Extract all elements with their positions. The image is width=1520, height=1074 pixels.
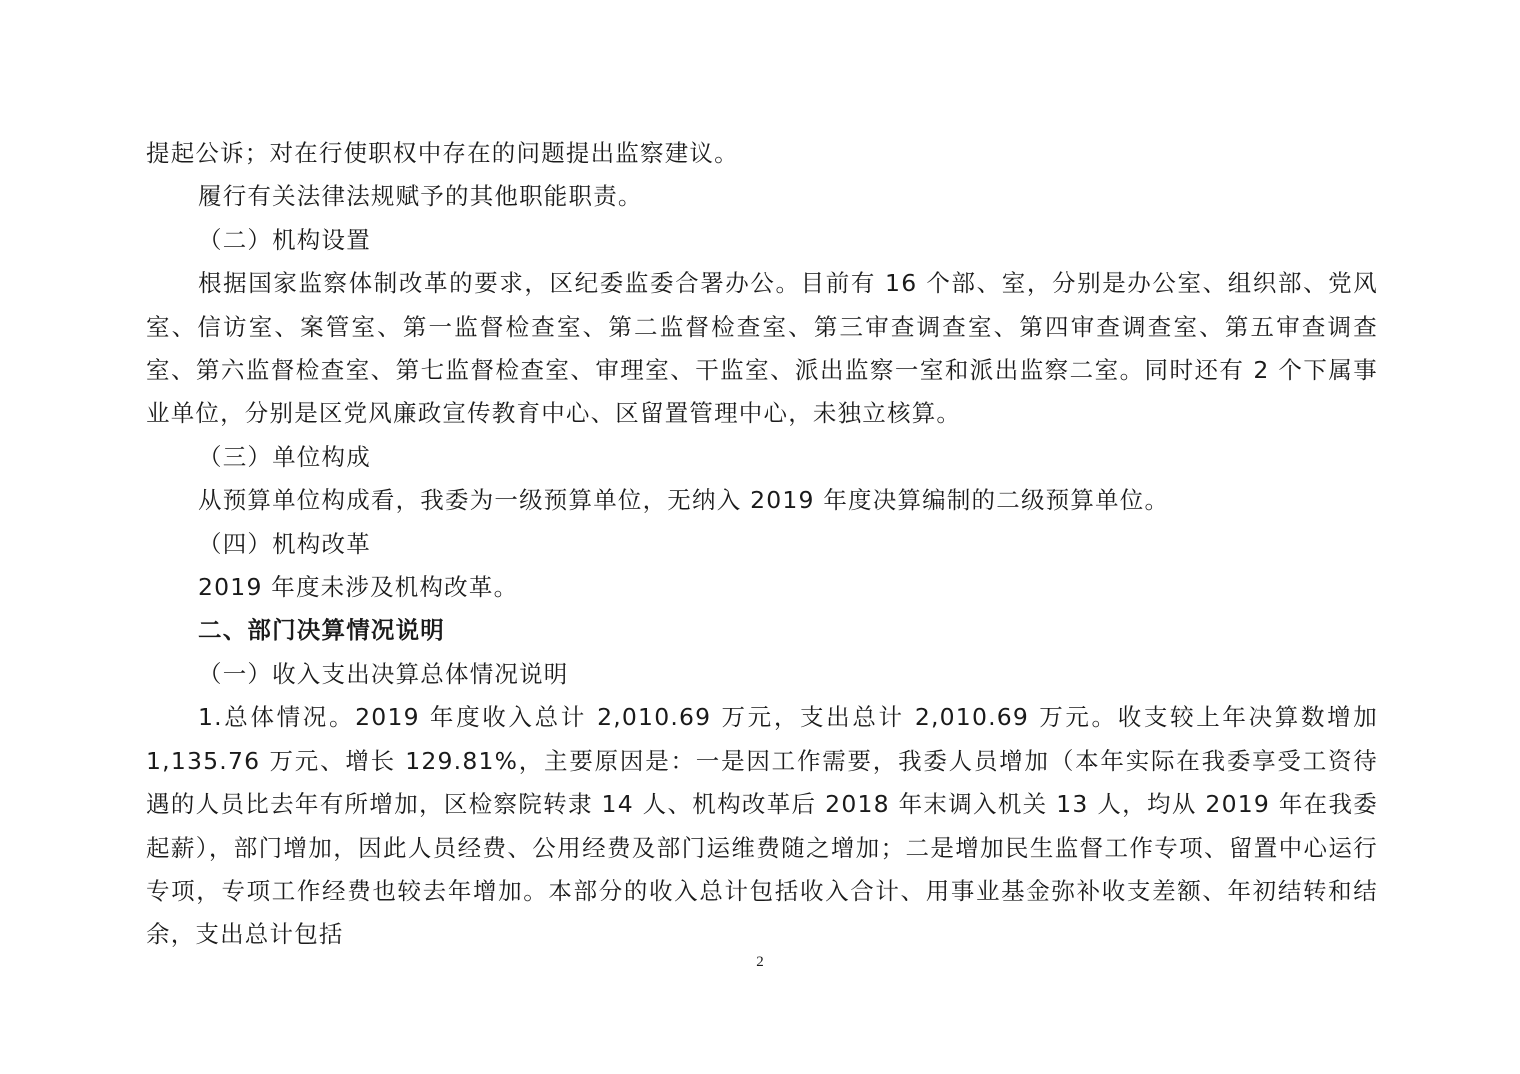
paragraph-overall-situation: 1.总体情况。2019 年度收入总计 2,010.69 万元，支出总计 2,010.69 万元。收支较上年决算数增加 1,135.76 万元、增长 129.81%，主要原因是：一是因工作需要，我委人员增加（本年实际在我委享受工资待遇的人员比去年有所增加，区检察院转隶 14 人、机构改革后 2018 年末调入机关 13 人，均从 2019 年在我委起薪），部门增加，因此人员经费、公用经费及部门运维费随之增加；二是增加民生监督工作专项、留置中心运行专项，专项工作经费也较去年增加。本部分的收入总计包括收入合计、用事业基金弥补收支差额、年初结转和结余，支出总计包括 bbox=[146, 703, 1378, 949]
section-heading-income-expense: （一）收入支出决算总体情况说明 bbox=[198, 659, 569, 688]
paragraph-organization: 根据国家监察体制改革的要求，区纪委监委合署办公。目前有 16 个部、室，分别是办公室、组织部、党风室、信访室、案管室、第一监督检查室、第二监督检查室、第三审查调查室、第四审查调查室、第五审查调查室、第六监督检查室、第七监督检查室、审理室、干监室、派出监察一室和派出监察二室。同时还有 2 个下属事业单位，分别是区党风廉政宣传教育中心、区留置管理中心，未独立核算。 bbox=[146, 269, 1378, 428]
paragraph-1: 提起公诉；对在行使职权中存在的问题提出监察建议。 bbox=[146, 139, 739, 167]
paragraph-2: 履行有关法律法规赋予的其他职能职责。 bbox=[198, 182, 643, 211]
chapter-heading-final-accounts: 二、部门决算情况说明 bbox=[198, 616, 445, 645]
section-heading-reform: （四）机构改革 bbox=[198, 529, 371, 558]
document-body bbox=[146, 132, 1378, 957]
section-heading-unit-composition: （三）单位构成 bbox=[198, 442, 371, 471]
section-heading-organization: （二）机构设置 bbox=[198, 225, 371, 254]
page-number: 2 bbox=[756, 954, 764, 970]
paragraph-unit-composition: 从预算单位构成看，我委为一级预算单位，无纳入 2019 年度决算编制的二级预算单位。 bbox=[198, 486, 1170, 515]
paragraph-reform: 2019 年度未涉及机构改革。 bbox=[198, 573, 519, 602]
